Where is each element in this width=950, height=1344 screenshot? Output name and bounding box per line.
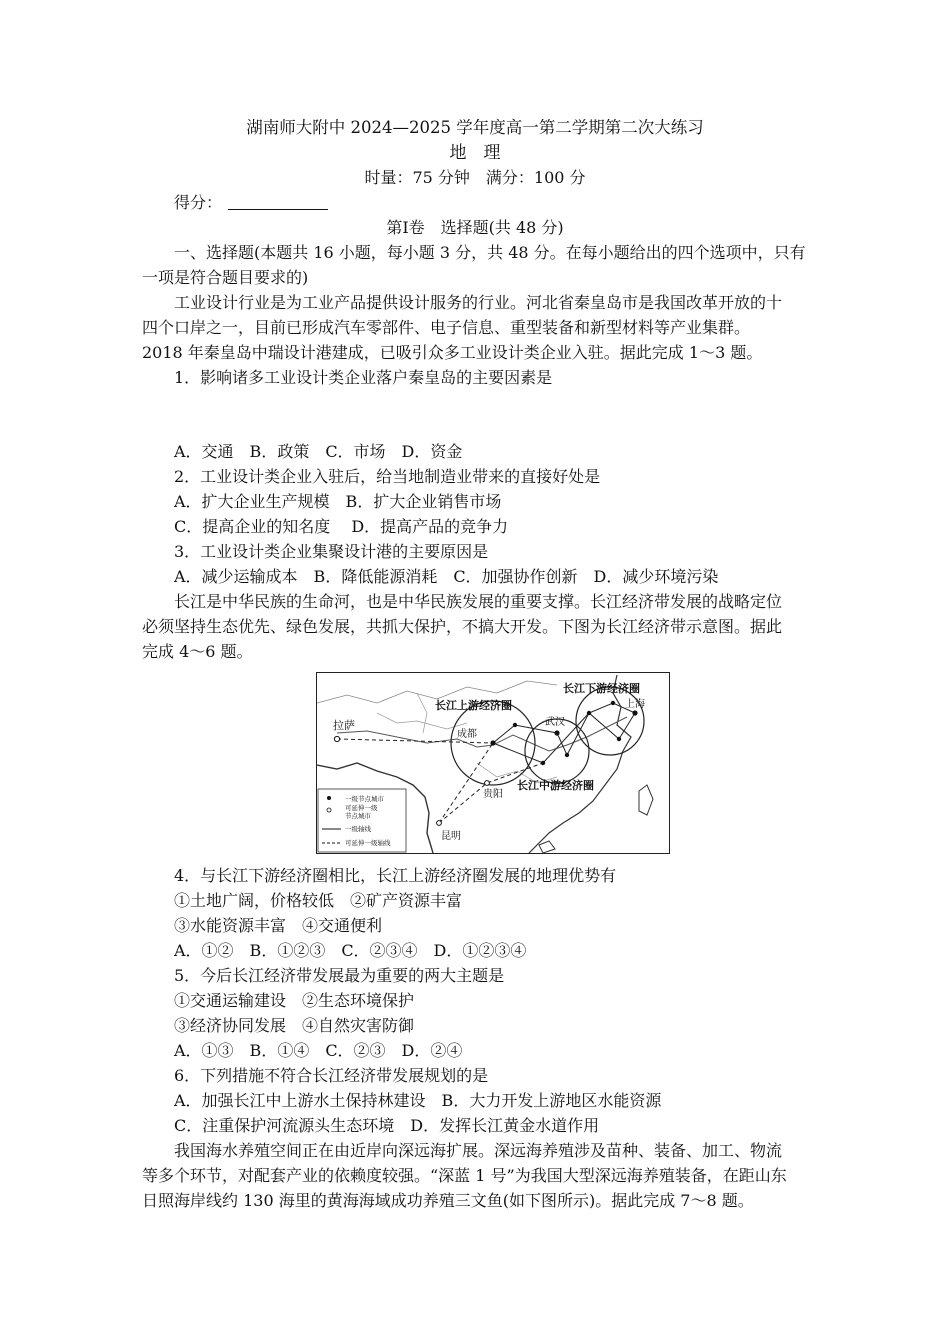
node-wuhan [554, 730, 559, 735]
label-wuhan: 武汉 [545, 717, 565, 728]
question-5: 5．今后长江经济带发展最为重要的两大主题是 [174, 966, 505, 985]
question-2-options-cd: C．提高企业的知名度 D．提高产品的竞争力 [174, 517, 509, 536]
node-kunming [437, 821, 442, 826]
node-6 [617, 737, 621, 741]
time-score: 时量：75 分钟 满分：100 分 [364, 168, 586, 187]
passage3-line2: 等多个环节，对配套产业的依赖度较强。“深蓝 1 号”为我国大型深远海养殖装备，在距山东 [142, 1166, 787, 1185]
node-2 [565, 753, 569, 757]
question-3: 3．工业设计类企业集聚设计港的主要原因是 [174, 542, 489, 561]
label-chengdu: 成都 [457, 729, 477, 740]
label-kunming: 昆明 [441, 831, 461, 842]
label-guiyang: 贵阳 [483, 789, 503, 800]
legend-extended-node-a: 可延伸一级 [345, 804, 378, 812]
question-3-options: A．减少运输成本 B．降低能源消耗 C．加强协作创新 D．减少环境污染 [174, 567, 719, 586]
node-chengdu [490, 740, 495, 745]
subject-title: 地 理 [449, 143, 501, 163]
label-shanghai: 上海 [625, 699, 645, 710]
passage1-line1: 工业设计行业是为工业产品提供设计服务的行业。河北省秦皇岛市是我国改革开放的十 [174, 293, 783, 312]
question-6: 6．下列措施不符合长江经济带发展规划的是 [174, 1066, 489, 1085]
node-3 [541, 761, 545, 765]
passage3-line1: 我国海水养殖空间正在由近岸向深远海扩展。深远海养殖涉及苗种、装备、加工、物流 [174, 1141, 783, 1160]
question-4: 4．与长江下游经济圈相比，长江上游经济圈发展的地理优势有 [174, 866, 617, 885]
island-hainan [539, 841, 555, 853]
map-svg [317, 673, 669, 853]
node-4 [587, 711, 591, 715]
node-5 [611, 701, 615, 705]
score-label: 得分： [174, 193, 223, 212]
passage3-line3: 日照海岸线约 130 海里的黄海海域成功养殖三文鱼(如下图所示)。据此完成 7～8 题。 [142, 1191, 754, 1210]
node-1 [513, 723, 517, 727]
question-5-statements-2: ③经济协同发展 ④自然灾害防御 [174, 1016, 415, 1035]
legend-primary-axis: 一级轴线 [345, 825, 371, 833]
yangtze-economic-belt-map [316, 672, 670, 854]
node-guiyang [485, 781, 490, 786]
question-4-statements-2: ③水能资源丰富 ④交通便利 [174, 916, 383, 935]
passage2-line2: 必须坚持生态优先、绿色发展，共抓大保护，不搞大开发。下图为长江经济带示意图。据此 [142, 617, 783, 636]
question-1-options: A．交通 B．政策 C．市场 D．资金 [174, 442, 463, 461]
label-circle-upper: 长江上游经济圈 [435, 699, 512, 712]
passage1-line2: 四个口岸之一，目前已形成汽车零部件、电子信息、重型装备和新型材料等产业集群。 [142, 318, 751, 337]
question-5-statements-1: ①交通运输建设 ②生态环境保护 [174, 991, 415, 1010]
exam-title: 湖南师大附中 2024—2025 学年度高一第二学期第二次大练习 [246, 118, 704, 137]
node-shanghai [632, 710, 637, 715]
lower-circle [576, 687, 644, 755]
question-4-options: A．①② B．①②③ C．②③④ D．①②③④ [174, 941, 527, 960]
river-branch-1 [377, 713, 467, 729]
label-lasa: 拉萨 [333, 719, 355, 732]
score-blank [228, 193, 328, 210]
primary-axis [493, 703, 635, 763]
question-2: 2．工业设计类企业入驻后，给当地制造业带来的直接好处是 [174, 467, 601, 486]
river-branch-3 [417, 693, 427, 733]
island-taiwan [639, 785, 653, 815]
section-instruction-1: 一、选择题(本题共 16 小题，每小题 3 分，共 48 分。在每小题给出的四个选项中，只有 [174, 243, 806, 262]
score-line [174, 191, 854, 215]
section-instruction-2: 一项是符合题目要求的) [142, 268, 309, 287]
passage1-line3: 2018 年秦皇岛中瑞设计港建成，已吸引众多工业设计类企业入驻。据此完成 1～3 题。 [142, 343, 763, 362]
node-lasa [334, 736, 339, 741]
question-4-statements-1: ①土地广阔，价格较低 ②矿产资源丰富 [174, 891, 463, 910]
label-circle-middle: 长江中游经济圈 [517, 779, 594, 792]
question-6-options-ab: A．加强长江中上游水土保持林建设 B．大力开发上游地区水能资源 [174, 1091, 662, 1110]
section-title: 第Ⅰ卷 选择题(共 48 分) [386, 218, 564, 237]
passage2-line3: 完成 4～6 题。 [142, 642, 253, 661]
question-1: 1．影响诸多工业设计类企业落户秦皇岛的主要因素是 [174, 368, 553, 387]
passage2-line1: 长江是中华民族的生命河，也是中华民族发展的重要支撑。长江经济带发展的战略定位 [174, 592, 783, 611]
label-circle-lower: 长江下游经济圈 [563, 682, 640, 695]
question-2-options-ab: A．扩大企业生产规模 B．扩大企业销售市场 [174, 492, 502, 511]
question-6-options-cd: C．注重保护河流源头生态环境 D．发挥长江黄金水道作用 [174, 1116, 600, 1135]
legend-extended-axis: 可延伸一级轴线 [345, 839, 391, 847]
question-5-options: A．①③ B．①④ C．②③ D．②④ [174, 1041, 463, 1060]
legend-primary-node: 一级节点城市 [345, 795, 384, 803]
legend-extended-node-b: 节点城市 [345, 812, 371, 820]
